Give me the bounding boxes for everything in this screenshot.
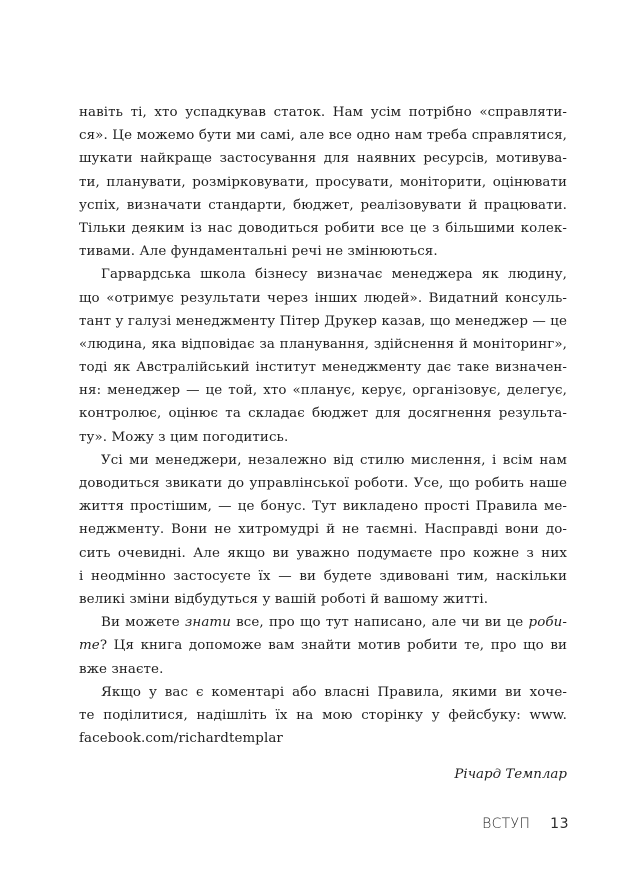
body-text (79, 101, 567, 786)
text-line: доводиться звикати до управлінської роботи. Усе, що робить наше (79, 476, 567, 491)
text-line: сить очевидні. Але якщо ви уважно подумаєте про кожне з них (79, 545, 567, 561)
text-line: контролює, оцінює та складає бюджет для досягнення результа- (79, 406, 567, 422)
text-line: шукати найкраще застосування для наявних ресурсів, мотивува- (79, 151, 567, 167)
text-line: Усі ми менеджери, незалежно від стилю мислення, і всім нам (101, 452, 567, 468)
text-line: і неодмінно застосуєте їх — ви будете здивовані тим, наскільки (79, 568, 567, 584)
text-line-emphasis: Ви можете знати все, про що тут написано, але чи ви це роби- (101, 615, 567, 631)
text-line: ся». Це можемо бути ми самі, але все одно нам треба справлятися, (79, 128, 567, 144)
text-line: Гарвардська школа бізнесу визначає менеджера як людину, (101, 267, 567, 283)
text-line: тивами. Але фундаментальні речі не змінюються. (79, 244, 438, 260)
text-line: великі зміни відбудуться у вашій роботі й вашому житті. (79, 591, 489, 607)
text-line: навіть ті, хто успадкував статок. Нам усім потрібно «справляти- (79, 105, 567, 120)
running-footer (482, 816, 569, 832)
text-line: «людина, яка відповідає за планування, здійснення й моніторинг», (79, 336, 567, 352)
text-line: тант у галузі менеджменту Пітер Друкер казав, що менеджер — це (79, 313, 567, 329)
text-line-emphasis: те? Ця книга допоможе вам знайти мотив робити те, про що ви (79, 638, 568, 654)
url-line: facebook.com/richardtemplar (79, 731, 283, 747)
author-signature: Річард Темплар (454, 767, 567, 783)
text-line: тоді як Австралійський інститут менеджменту дає таке визначен- (79, 360, 567, 376)
text-line: ту». Можу з цим погодитись. (79, 429, 289, 445)
page-number: 13 (550, 816, 569, 832)
section-title: ВСТУП (482, 816, 531, 832)
text-line: успіх, визначати стандарти, бюджет, реалізовувати й працювати. (79, 197, 567, 213)
text-line: життя простішим, — це бонус. Тут викладено прості Правила ме- (79, 499, 567, 515)
text-line: ня: менеджер — це той, хто «планує, керує, організовує, делегує, (79, 383, 567, 399)
text-line: неджменту. Вони не хитромудрі й не таємні. Насправді вони до- (79, 522, 567, 538)
text-line: вже знаєте. (79, 661, 164, 677)
text-line: Тільки деяким із нас доводиться робити все це з більшими колек- (79, 220, 567, 236)
text-line: ти, планувати, розмірковувати, просувати, моніторити, оцінювати (79, 174, 567, 190)
text-line: Якщо у вас є коментарі або власні Правила, якими ви хоче- (101, 684, 567, 700)
text-line: те поділитися, надішліть їх на мою сторінку у фейсбуку: www. (79, 707, 567, 723)
text-line: що «отримує результати через інших людей». Видатний консуль- (79, 290, 567, 306)
